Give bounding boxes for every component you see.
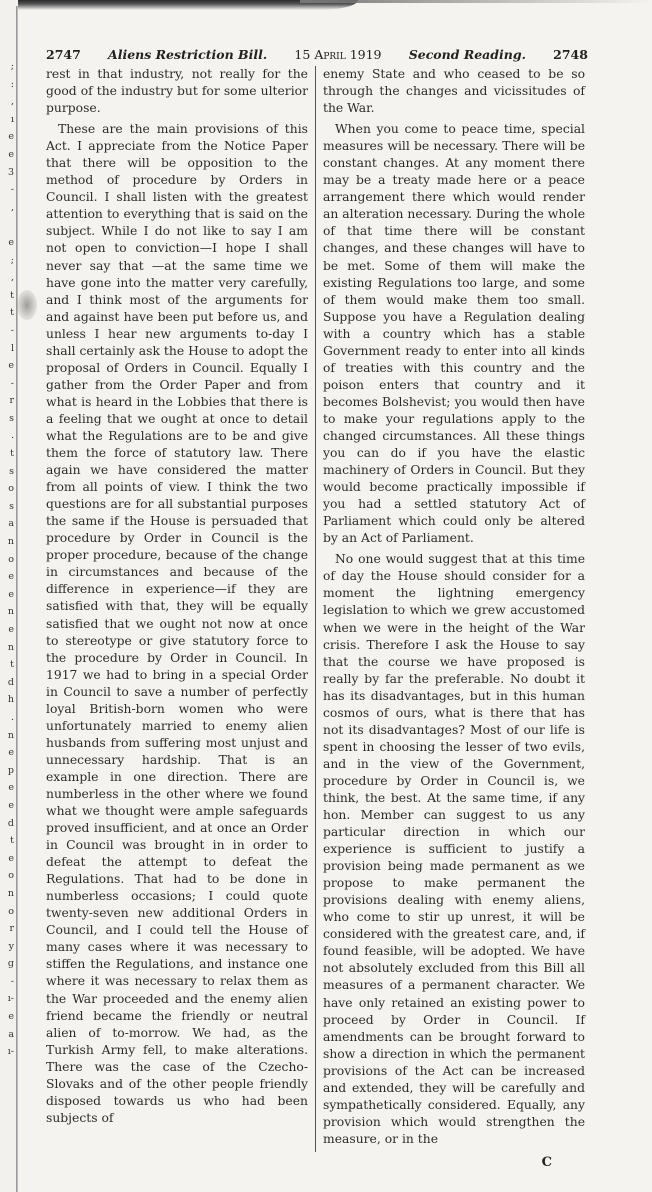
right-paragraph-1: enemy State and who ceased to be so through the changes and vicissitudes of the War. xyxy=(323,67,585,116)
left-page-number: 2747 xyxy=(46,47,81,62)
left-column xyxy=(46,66,315,1152)
page-body xyxy=(46,0,588,1192)
right-running-title: Second Reading. xyxy=(408,47,526,62)
two-column-body xyxy=(46,66,588,1152)
right-page-number: 2748 xyxy=(553,47,588,62)
running-header xyxy=(46,47,588,63)
left-running-title: Aliens Restriction Bill. xyxy=(108,47,268,62)
left-paragraph-2: These are the main provisions of this Act. I appreciate from the Notice Paper that there will be opposition to the method of procedure by Orders in Council. I shall listen with the greatest attention to everything that is said on the subject. While I do not like to say I am not open to conviction—I hope I shall never say that —at the same time we have gone into the matter very carefully, and I think most of the arguments for and against have been put before us, and unless I hear new arguments to-day I shall certainly ask the House to adopt the proposal of Orders in Council. Equally I gather from the Order Paper and from what is heard in the Lobbies that there is a feeling that we ought at once to detail what the Regulations are to be and give them the force of statutory law. There again we have considered the matter from all points of view. I think the two questions are for all substantial purposes the same if the House is persuaded that procedure by Order in Council is the proper procedure, because of the change in circumstances and because of the difference in experience—if they are satisfied with that, they will be equally satisfied that we ought not now at once to stereotype or give statutory force to the procedure by Order in Council. In 1917 we had to bring in a special Order in Council to save a number of perfectly loyal British-born women who were unfortunately married to enemy alien husbands from suffering most unjust and unnecessary hardship. That is an example in one direction. There are numberless in the other where we found what we thought were ample safeguards proved insufficient, and at once an Order in Council was brought in in order to defeat the attempt to defeat the Regulations. That had to be done in numberless occasions; I could quote twenty-seven new additional Orders in Council, and I could tell the House of many cases where it was necessary to stiffen the Regulations, and instance one where it was necessary to relax them as the War proceeded and the enemy alien friend became the friendly or neutral alien of to-morrow. We had, as the Turkish Army fell, to make alterations. There was the case of the Czecho-Slovaks and of the other people friendly disposed towards us who had been subjects of xyxy=(46,122,308,1125)
right-paragraph-2: When you come to peace time, special measures will be necessary. There will be constant changes. At any moment there may be a treaty made here or a peace arrangement there which would render an alteration necessary. During the whole of that time there will be constant changes, and these changes will have to be met. Some of them will make the existing Regulations too large, and some of them would make them too small. Suppose you have a Regulation dealing with a country which has a stable Government ready to enter into all kinds of treaties with this country and the poison enters that country and it becomes Bolshevist; you would then have to make your regulations apply to the changed circumstances. All these things you can do if you have the elastic machinery of Orders in Council. But they would become practically impossible if you had a settled statutory Act of Parliament which could only be altered by an Act of Parliament. xyxy=(323,122,585,546)
previous-page-bleed-text: ; : , ı e e 3 - , e ; , t t - l e - r s . t s o s a n o e e n e n t d h . n e p e e d t e o n o r y g - ı- e a ı- xyxy=(7,61,14,1058)
header-date-part: April xyxy=(314,47,350,62)
thumb-smudge xyxy=(17,290,37,320)
header-date-part: 1919 xyxy=(349,47,382,62)
header-date-part: 15 xyxy=(294,47,315,62)
previous-page-edge xyxy=(0,0,16,1192)
left-paragraph-1: rest in that industry, not really for the good of the industry but for some ulterior purpose. xyxy=(46,67,308,116)
book-spine xyxy=(16,6,18,1192)
signature-mark: C xyxy=(541,1154,552,1170)
right-paragraph-3: No one would suggest that at this time of day the House should consider for a moment the lightning emergency legislation to which we grew accustomed when we were in the height of the War crisis. Therefore I ask the House to say that the course we have proposed is really by far the preferable. No doubt it has its disadvantages, but in this human cosmos of ours, what is there that has not its disadvantages? Most of our life is spent in choosing the lesser of two evils, and in the view of the Government, procedure by Order in Council is, we think, the best. At the same time, if any hon. Member can suggest to us any particular direction in which our experience is sufficient to justify a provision being made permanent as we propose to make permanent the provisions dealing with enemy aliens, who come to stir up unrest, it will be considered with the greatest care, and, if found feasible, will be adopted. We have not absolutely excluded from this Bill all measures of a permanent character. We have only retained an existing power to proceed by Order in Council. If amendments can be brought forward to show a direction in which the permanent provisions of the Act can be increased and extended, they will be carefully and sympathetically considered. Equally, any provision which would strengthen the measure, or in the xyxy=(323,552,585,1146)
header-date xyxy=(294,47,381,63)
right-column xyxy=(315,66,585,1152)
